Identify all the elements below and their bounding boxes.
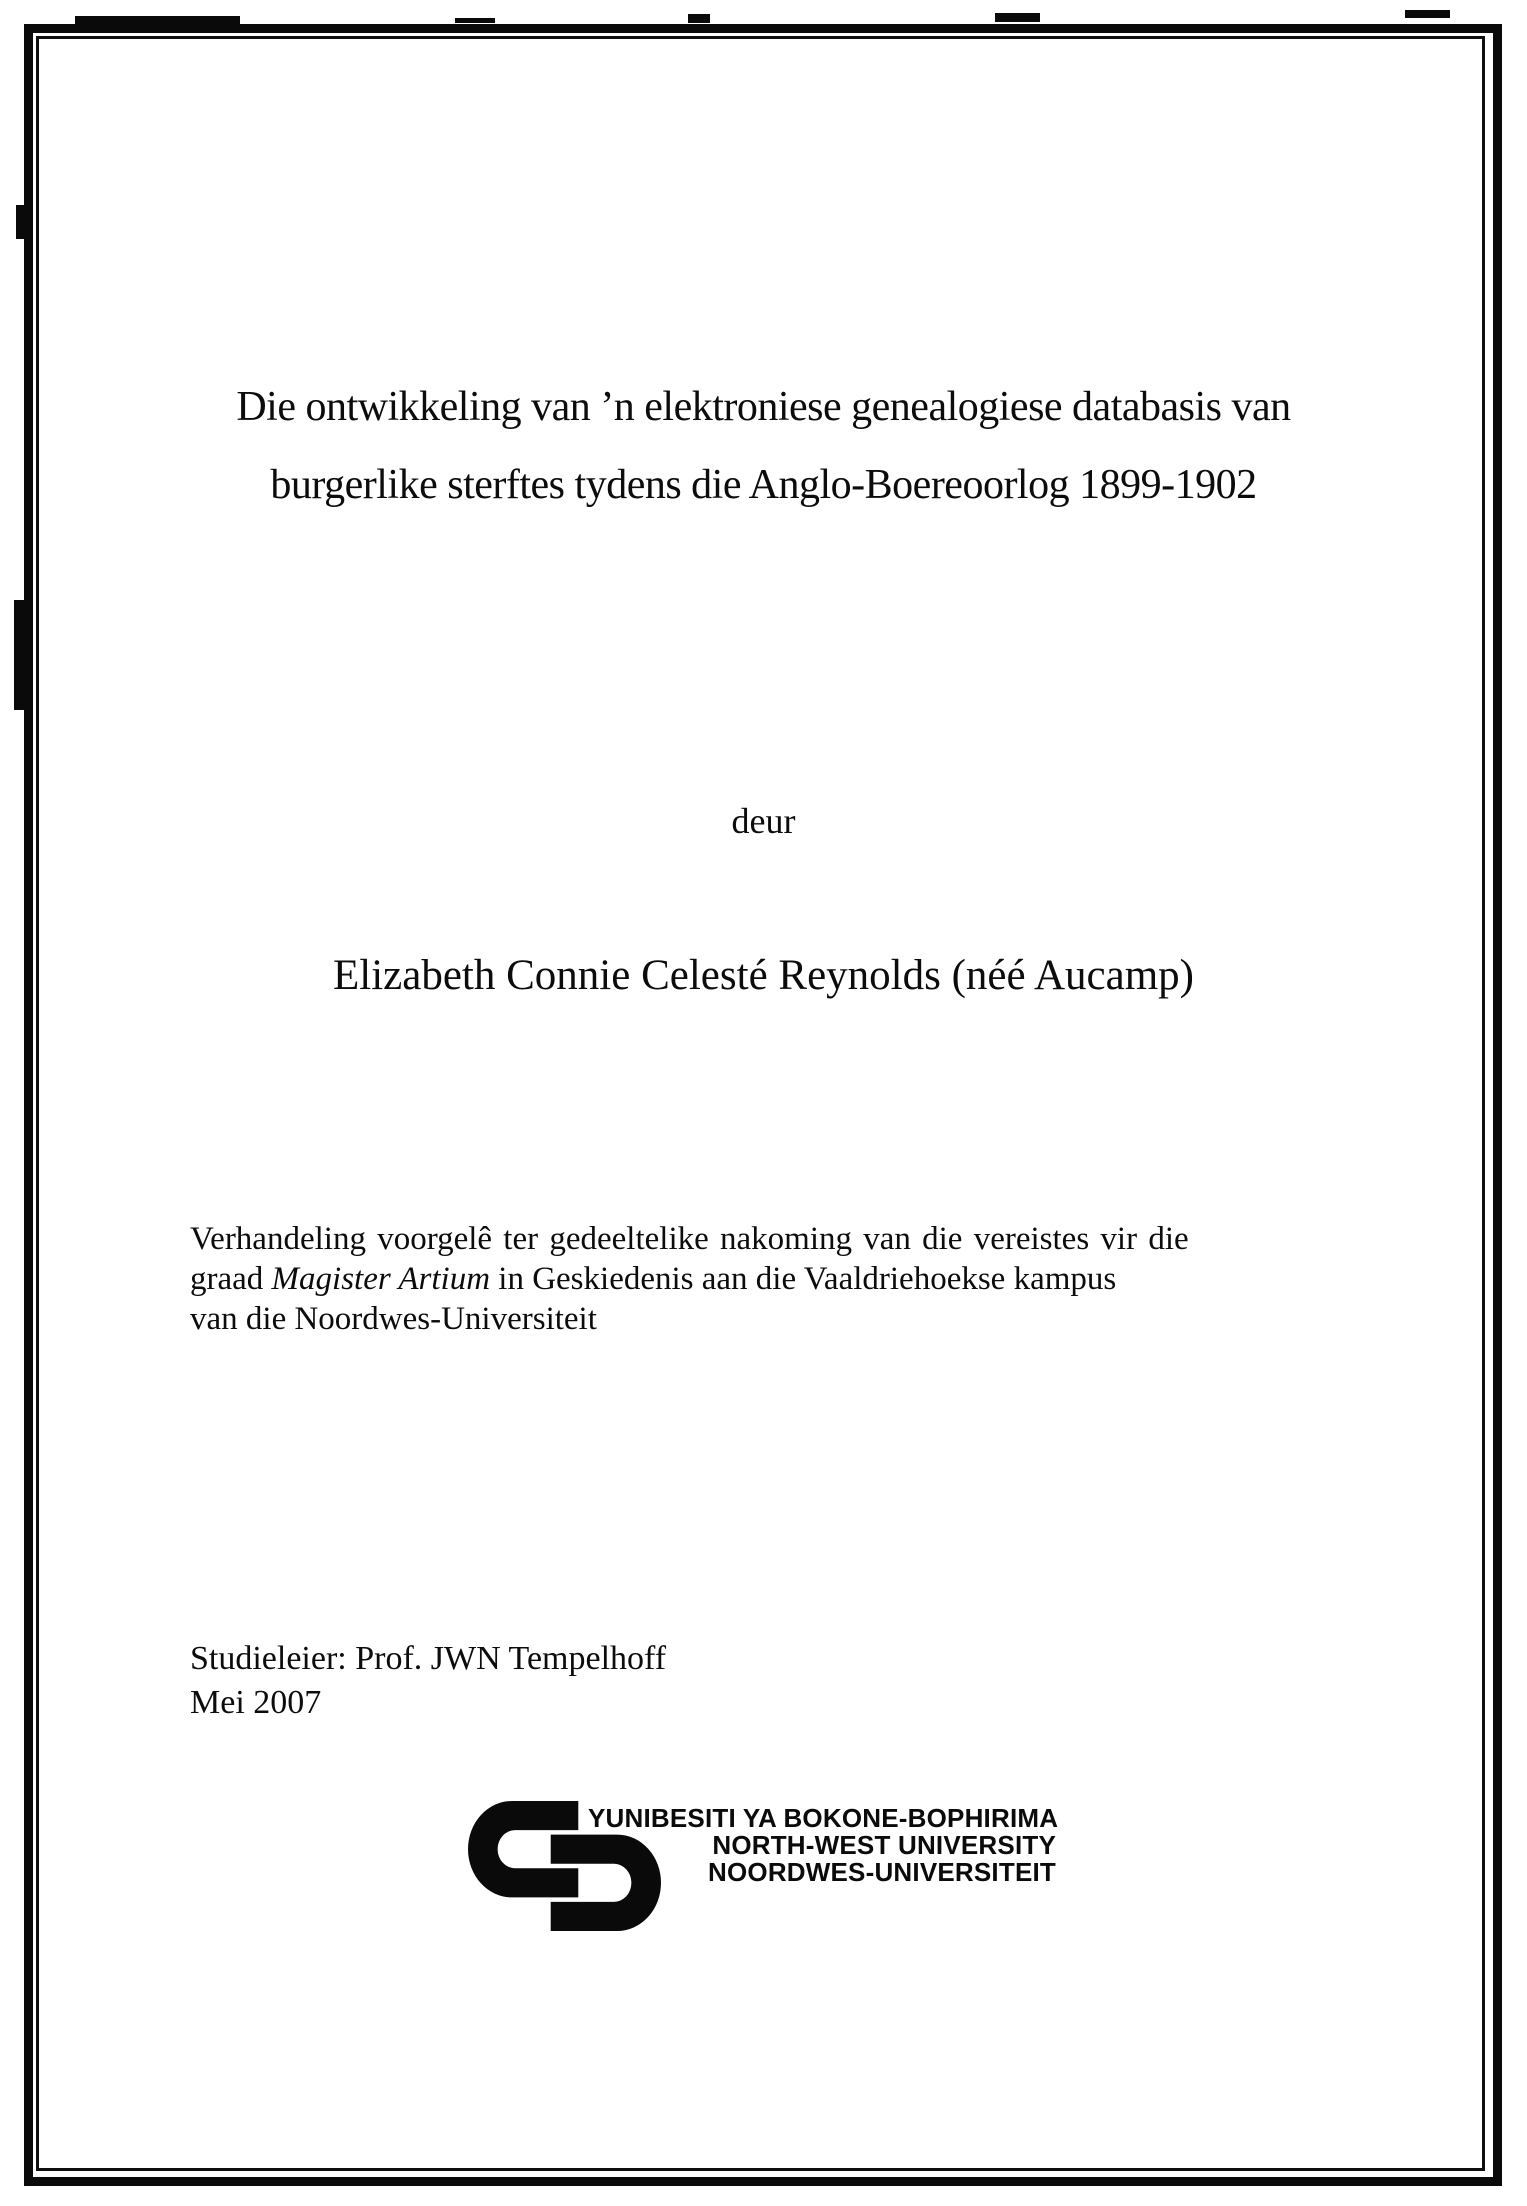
supervisor-line: Studieleier: Prof. JWN Tempelhoff (190, 1640, 667, 1677)
author-name: Elizabeth Connie Celesté Reynolds (néé Aucamp) (333, 952, 1194, 999)
statement-line-2-pre: graad (190, 1261, 272, 1297)
scan-artifact (16, 205, 24, 239)
scan-artifact (995, 13, 1040, 22)
statement-line-3: van die Noordwes-Universiteit (190, 1301, 597, 1337)
statement-line-2 (190, 1259, 1350, 1299)
scan-artifact (14, 600, 24, 710)
date-line: Mei 2007 (190, 1684, 322, 1721)
scan-artifact (1405, 10, 1450, 18)
degree-name-italic: Magister Artium (271, 1261, 491, 1297)
nwu-logo-line-3: NOORDWES-UNIVERSITEIT (708, 1857, 1056, 1887)
nwu-logo-line-1: YUNIBESITI YA BOKONE-BOPHIRIMA (588, 1803, 1059, 1833)
nwu-logo (468, 1801, 1068, 1941)
scan-artifact (75, 16, 240, 24)
thesis-title-line-1: Die ontwikkeling van ’n elektroniese genealogiese databasis van (236, 384, 1291, 430)
degree-statement (190, 1219, 1350, 1339)
thesis-title (0, 368, 1527, 524)
statement-line-2-post: in Geskiedenis aan die Vaaldriehoekse kampus (490, 1261, 1117, 1297)
scan-artifact (688, 14, 710, 23)
scan-artifact (455, 18, 495, 23)
byline-deur: deur (731, 801, 796, 841)
supervisor-block (190, 1637, 666, 1725)
thesis-title-line-2: burgerlike sterftes tydens die Anglo-Boereoorlog 1899-1902 (270, 462, 1257, 508)
statement-line-1: Verhandeling voorgelê ter gedeeltelike nakoming van die vereistes vir die (190, 1221, 1189, 1257)
nwu-logo-line-2: NORTH-WEST UNIVERSITY (712, 1830, 1056, 1860)
nwu-logo-text (588, 1803, 1059, 1887)
